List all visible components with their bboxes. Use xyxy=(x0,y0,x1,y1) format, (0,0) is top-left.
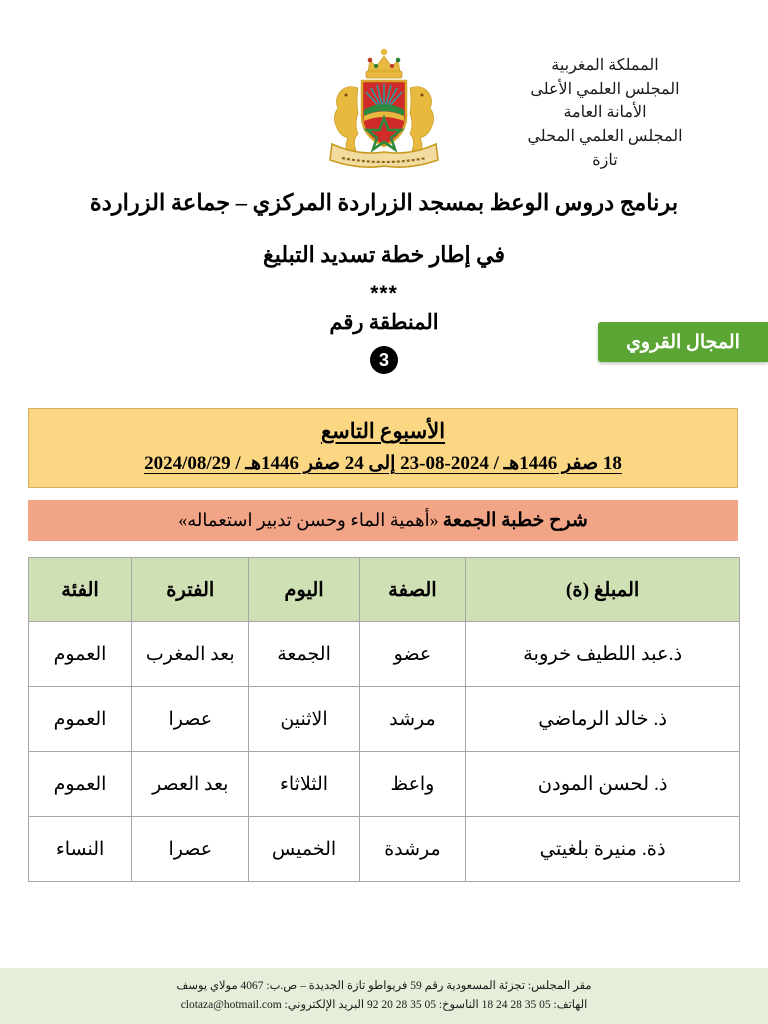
cell-audience: العموم xyxy=(29,752,132,817)
cell-role: عضو xyxy=(359,622,466,687)
cell-name: ذ.عبد اللطيف خروبة xyxy=(466,622,740,687)
document-footer xyxy=(0,968,768,1024)
table-row xyxy=(29,687,740,752)
schedule-table xyxy=(28,557,740,882)
ministry-identity-block xyxy=(480,54,730,172)
ministry-line-2: الأمانة العامة xyxy=(563,104,647,122)
zone-number-badge: 3 xyxy=(370,346,398,374)
cell-name: ذ. لحسن المودن xyxy=(466,752,740,817)
cell-period: بعد العصر xyxy=(132,752,249,817)
cell-period: عصرا xyxy=(132,687,249,752)
cell-day: الاثنين xyxy=(249,687,359,752)
zone-label: المنطقة رقم xyxy=(329,310,439,334)
table-header-row xyxy=(29,558,740,622)
column-header-role: الصفة xyxy=(359,558,466,622)
week-banner xyxy=(28,408,738,488)
ministry-line-3: المجلس العلمي المحلي xyxy=(527,128,683,146)
column-header-day: اليوم xyxy=(249,558,359,622)
ministry-line-0: المملكة المغربية xyxy=(551,57,659,74)
ministry-line-4: تازة xyxy=(592,151,618,169)
cell-audience: النساء xyxy=(29,817,132,882)
decorative-asterisks: *** xyxy=(370,282,398,305)
footer-address: مقر المجلس: تجزئة المسعودية رقم 59 فريواطو تازة الجديدة – ص.ب: 4067 مولاي يوسف xyxy=(176,980,592,993)
week-dates: 18 صفر 1446هـ / 2024-08-23 إلى 24 صفر 1446هـ / 2024/08/29 xyxy=(144,453,622,474)
page-subtitle: في إطار خطة تسديد التبليغ xyxy=(263,242,505,267)
document-header xyxy=(0,0,768,180)
cell-role: مرشدة xyxy=(359,817,466,882)
table-row xyxy=(29,622,740,687)
page-title: برنامج دروس الوعظ بمسجد الزراردة المركزي – جماعة الزراردة xyxy=(89,190,679,215)
sermon-banner xyxy=(28,500,738,541)
cell-day: الثلاثاء xyxy=(249,752,359,817)
column-header-name: المبلغ (ة) xyxy=(466,558,740,622)
column-header-period: الفترة xyxy=(132,558,249,622)
week-title: الأسبوع التاسع xyxy=(320,419,446,443)
cell-audience: العموم xyxy=(29,687,132,752)
schedule-table-wrap xyxy=(28,557,740,882)
footer-contact: الهاتف: 05 35 28 24 18 الناسوخ: 05 35 28 20 92 البريد الإلكتروني: clotaza@hotmail.com xyxy=(180,998,588,1011)
sermon-topic: «أهمية الماء وحسن تدبير استعماله» xyxy=(178,510,439,530)
sermon-label: شرح خطبة الجمعة xyxy=(442,510,588,531)
cell-audience: العموم xyxy=(29,622,132,687)
ministry-line-1: المجلس العلمي الأعلى xyxy=(530,80,680,98)
table-row xyxy=(29,752,740,817)
domain-badge: المجال القروي xyxy=(598,322,768,362)
column-header-audience: الفئة xyxy=(29,558,132,622)
cell-name: ذة. منيرة بلغيتي xyxy=(466,817,740,882)
cell-day: الخميس xyxy=(249,817,359,882)
cell-day: الجمعة xyxy=(249,622,359,687)
table-row xyxy=(29,817,740,882)
cell-period: بعد المغرب xyxy=(132,622,249,687)
cell-role: مرشد xyxy=(359,687,466,752)
cell-name: ذ. خالد الرماضي xyxy=(466,687,740,752)
zone-row xyxy=(0,310,768,396)
cell-role: واعظ xyxy=(359,752,466,817)
cell-period: عصرا xyxy=(132,817,249,882)
moroccan-coat-of-arms-icon xyxy=(318,40,450,176)
